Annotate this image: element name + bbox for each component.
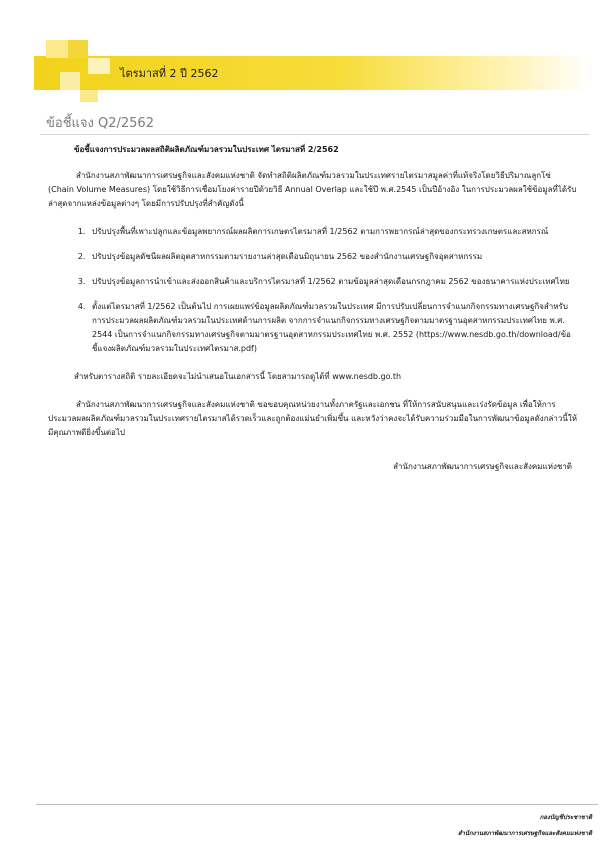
signature: สำนักงานสภาพัฒนาการเศรษฐกิจและสังคมแห่งชาติ: [393, 462, 572, 471]
thanks-paragraph: สำนักงานสภาพัฒนาการเศรษฐกิจและสังคมแห่งชาติ ขอขอบคุณหน่วยงานทั้งภาครัฐและเอกชน ที่ให้การสนับสนุนและเร่งรัดข้อมูล เพื่อให้การประมวลผลผลิตภัณฑ์มวลรวมในประเทศรายไตรมาสได้รวดเร็วและถูกต้องแม่นยำเพิ่มขึ้น และหวังว่าคงจะได้รับความร่วมมือในการพัฒนาข้อมูลดังกล่าวนี้ให้มีคุณภาพดียิ่งขึ้นต่อไป: [48, 400, 578, 437]
list-item: 4. ตั้งแต่ไตรมาสที่ 1/2562 เป็นต้นไป การเผยแพร่ข้อมูลผลิตภัณฑ์มวลรวมในประเทศ มีการปรับเปลี่ยนการจำแนกกิจกรรมทางเศรษฐกิจสำหรับการประมวลผลผลิตภัณฑ์มวลรวมในประเทศด้านการผลิต จากการจำแนกกิจกรรมทางเศรษฐกิจตามมาตรฐานอุตสาหกรรมประเทศไทย พ.ศ. 2544 เป็นการจำแนกกิจกรรมทางเศรษฐกิจตามมาตรฐานอุตสาหกรรมประเทศไทย พ.ศ. 2552 (https://www.nesdb.go.th/download/ข้อชี้แจงผลิตภัณฑ์มวลรวมในประเทศไตรมาส.pdf): [88, 300, 578, 356]
decor-square: [88, 58, 110, 74]
decor-square: [60, 72, 80, 90]
decor-square: [68, 40, 88, 58]
banner-title: ไตรมาสที่ 2 ปี 2562: [120, 67, 219, 80]
decor-square: [80, 90, 98, 102]
more-info-paragraph: สำหรับตารางสถิติ รายละเอียดจะไม่นำเสนอในเอกสารนี้ โดยสามารถดูได้ที่ www.nesdb.go.th: [74, 372, 402, 381]
list-item: 3. ปรับปรุงข้อมูลการนำเข้าและส่งออกสินค้าและบริการไตรมาสที่ 1/2562 ตามข้อมูลล่าสุดเดือนกรกฎาคม 2562 ของธนาคารแห่งประเทศไทย: [88, 275, 578, 289]
heading-divider: [40, 134, 590, 135]
intro-paragraph: สำนักงานสภาพัฒนาการเศรษฐกิจและสังคมแห่งชาติ จัดทำสถิติผลิตภัณฑ์มวลรวมในประเทศรายไตรมาสมูลค่าที่แท้จริงโดยวิธีปริมาณลูกโซ่ (Chain Volume Measures) โดยใช้วิธีการเชื่อมโยงค่ารายปีด้วยวิธี Annual Overlap และใช้ปี พ.ศ.2545 เป็นปีอ้างอิง ในการประมวลผลใช้ข้อมูลที่ได้รับล่าสุดจากแหล่งข้อมูลต่างๆ โดยมีการปรับปรุงที่สำคัญดังนี้: [48, 171, 577, 208]
subject-line: ข้อชี้แจงการประมวลผลสถิติผลิตภัณฑ์มวลรวมในประเทศ ไตรมาสที่ 2/2562: [74, 145, 339, 154]
list-item: 2. ปรับปรุงข้อมูลดัชนีผลผลิตอุตสาหกรรมตามรายงานล่าสุดเดือนมิถุนายน 2562 ของสำนักงานเศรษฐกิจอุตสาหกรรม: [88, 250, 578, 264]
footer-divider: [36, 804, 598, 805]
footer-division: กองบัญชีประชาชาติ: [539, 814, 592, 821]
header-banner: [34, 56, 590, 90]
list-item: 1. ปรับปรุงพื้นที่เพาะปลูกและข้อมูลพยากรณ์ผลผลิตการเกษตรไตรมาสที่ 1/2562 ตามการพยากรณ์ล่าสุดของกระทรวงเกษตรและสหกรณ์: [88, 225, 578, 239]
decor-square: [46, 40, 68, 58]
page-title: ข้อชี้แจง Q2/2562: [46, 116, 154, 131]
document-body: [48, 143, 578, 474]
footer-agency: สำนักงานสภาพัฒนาการเศรษฐกิจและสังคมแห่งชาติ: [457, 830, 592, 837]
revision-list: [48, 225, 578, 356]
